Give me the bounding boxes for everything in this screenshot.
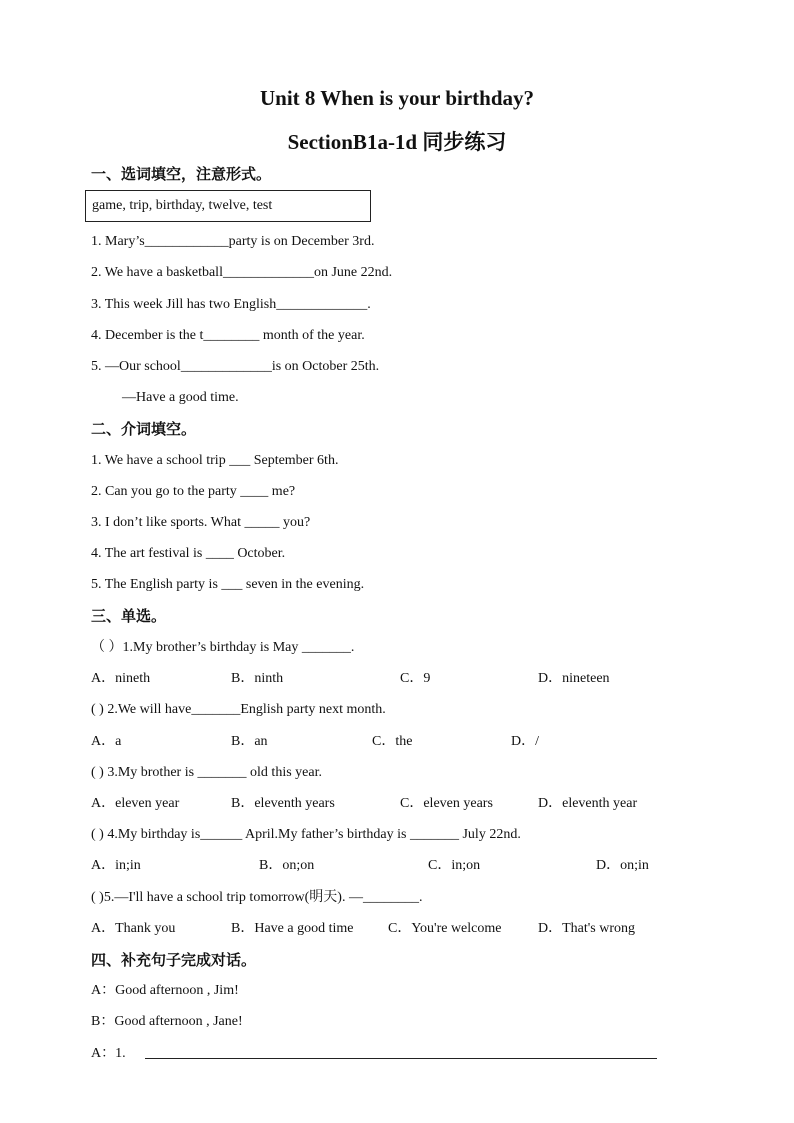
option-3-5-b: B．Have a good time (231, 921, 354, 936)
question-2-3: 3. I don’t like sports. What _____ you? (91, 515, 311, 530)
option-3-2-b: B．an (231, 734, 268, 749)
question-2-4: 4. The art festival is ____ October. (91, 546, 286, 561)
question-3-2: ( ) 2.We will have_______English party next month. (91, 702, 386, 717)
question-1-4: 4. December is the t________ month of the year. (91, 328, 365, 343)
option-3-4-b: B．on;on (259, 858, 315, 873)
option-3-5-d: D．That's wrong (538, 921, 636, 936)
section-heading-2: 二、介词填空。 (91, 420, 197, 438)
option-3-4-c: C．in;on (428, 858, 481, 873)
option-3-5-c: C．You're welcome (388, 921, 502, 936)
question-2-1: 1. We have a school trip ___ September 6th. (91, 453, 339, 468)
question-1-2: 2. We have a basketball_____________on June 22nd. (91, 265, 393, 280)
dialogue-line-1: A：Good afternoon , Jim! (91, 983, 239, 998)
page-subtitle: SectionB1a-1d 同步练习 (287, 130, 507, 154)
option-3-2-a: A．a (91, 734, 122, 749)
section-heading-3: 三、单选。 (91, 607, 167, 625)
option-3-1-a: A．nineth (91, 671, 151, 686)
option-3-4-a: A．in;in (91, 858, 141, 873)
question-2-2: 2. Can you go to the party ____ me? (91, 484, 296, 499)
word-bank-box: game, trip, birthday, twelve, test (85, 190, 371, 222)
option-3-1-c: C．9 (400, 671, 431, 686)
option-3-2-d: D．/ (511, 734, 539, 749)
option-3-5-a: A．Thank you (91, 921, 176, 936)
question-3-3: ( ) 3.My brother is _______ old this year. (91, 765, 322, 780)
dialogue-line-2: B：Good afternoon , Jane! (91, 1014, 243, 1029)
question-1-3: 3. This week Jill has two English_____________. (91, 297, 371, 312)
question-3-5: ( )5.—I'll have a school trip tomorrow(明天). —________. (91, 890, 423, 905)
question-2-5: 5. The English party is ___ seven in the evening. (91, 577, 365, 592)
option-3-1-d: D．nineteen (538, 671, 610, 686)
option-3-3-a: A．eleven year (91, 796, 180, 811)
option-3-3-b: B．eleventh years (231, 796, 335, 811)
section-heading-1: 一、选词填空，注意形式。 (91, 165, 272, 183)
option-3-2-c: C．the (372, 734, 413, 749)
question-1-5-reply: —Have a good time. (122, 390, 239, 405)
option-3-3-c: C．eleven years (400, 796, 493, 811)
question-1-1: 1. Mary’s____________party is on December 3rd. (91, 234, 375, 249)
question-1-5: 5. —Our school_____________is on October 25th. (91, 359, 380, 374)
option-3-1-b: B．ninth (231, 671, 284, 686)
section-heading-4: 四、补充句子完成对话。 (91, 951, 257, 969)
option-3-4-d: D．on;in (596, 858, 649, 873)
dialogue-line-3: A：1. (91, 1046, 126, 1061)
answer-blank-line[interactable] (145, 1058, 657, 1059)
question-3-1: （ ）1.My brother’s birthday is May _______. (91, 640, 355, 655)
option-3-3-d: D．eleventh year (538, 796, 638, 811)
page-title: Unit 8 When is your birthday? (259, 86, 535, 110)
question-3-4: ( ) 4.My birthday is______ April.My father’s birthday is _______ July 22nd. (91, 827, 521, 842)
